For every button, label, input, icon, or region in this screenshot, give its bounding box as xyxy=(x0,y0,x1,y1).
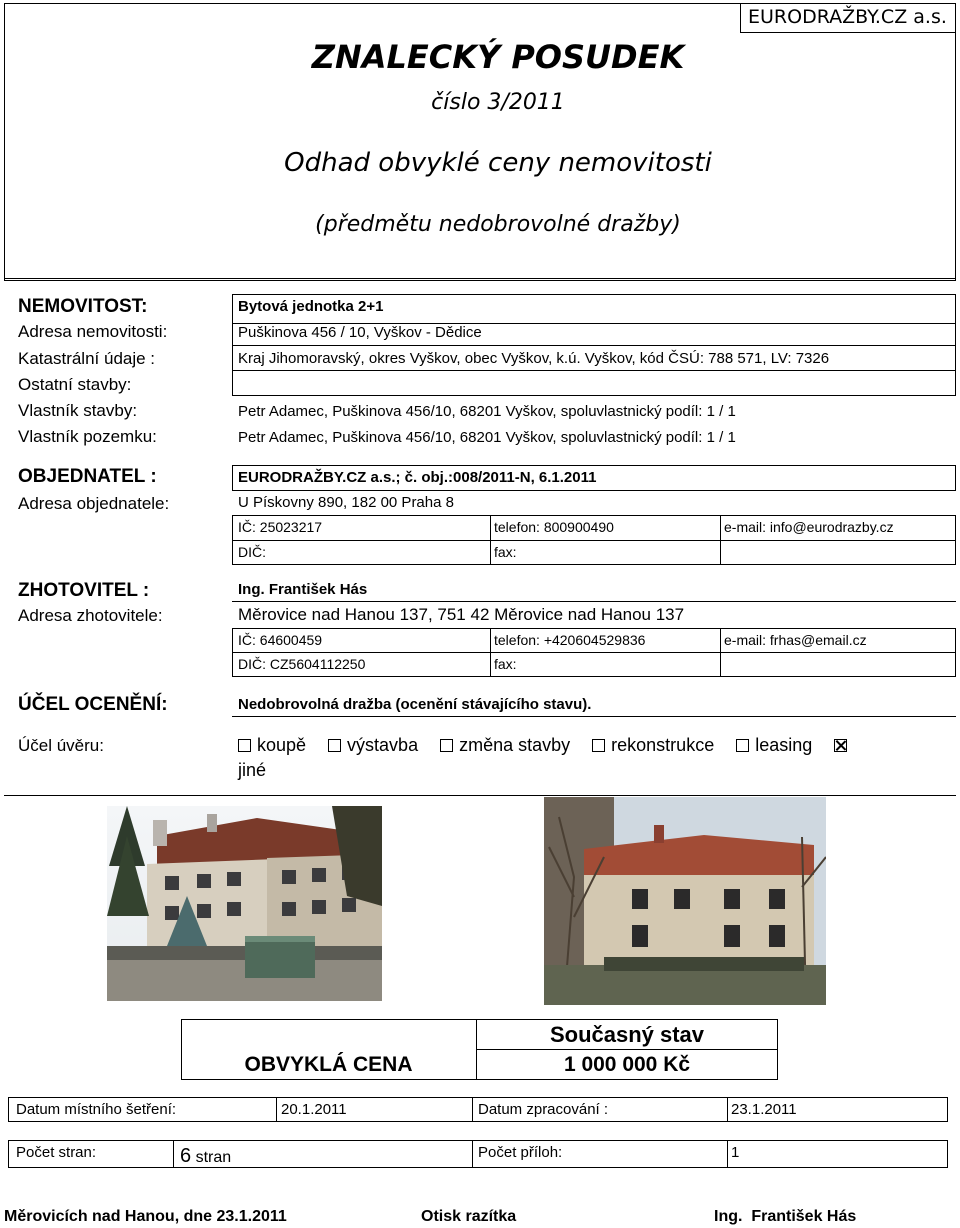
contractor-dic: DIČ: CZ5604112250 xyxy=(238,656,366,672)
contractor-name: Ing. František Hás xyxy=(238,581,368,598)
inspection-date-label: Datum místního šetření: xyxy=(16,1101,177,1118)
valuation-heading: ÚČEL OCENĚNÍ: xyxy=(18,694,168,715)
property-address: Puškinova 456 / 10, Vyškov - Dědice xyxy=(238,324,482,341)
document-title: ZNALECKÝ POSUDEK xyxy=(311,38,685,76)
checkbox-icon xyxy=(440,739,453,752)
price-label: OBVYKLÁ CENA xyxy=(244,1053,413,1076)
client-address: U Pískovny 890, 182 00 Praha 8 xyxy=(238,494,454,511)
client-address-label: Adresa objednatele: xyxy=(18,494,170,513)
pages-count-value: 6 stran xyxy=(180,1145,232,1167)
contractor-email: e-mail: frhas@email.cz xyxy=(724,632,867,648)
checkbox-icon xyxy=(328,739,341,752)
checkbox-icon xyxy=(592,739,605,752)
building-owner-label: Vlastník stavby: xyxy=(18,401,138,420)
price-value: 1 000 000 Kč xyxy=(563,1053,691,1076)
contractor-heading: ZHOTOVITEL : xyxy=(18,580,150,601)
option-leasing[interactable]: leasing xyxy=(736,735,812,755)
option-purchase[interactable]: koupě xyxy=(238,735,306,755)
attachments-count-label: Počet příloh: xyxy=(478,1144,563,1161)
contractor-ic: IČ: 64600459 xyxy=(238,632,323,648)
contractor-phone: telefon: +420604529836 xyxy=(494,632,646,648)
pages-count-label: Počet stran: xyxy=(16,1144,97,1161)
client-dic: DIČ: xyxy=(238,544,266,560)
land-owner-label: Vlastník pozemku: xyxy=(18,427,157,446)
loan-purpose-label: Účel úvěru: xyxy=(18,736,104,755)
loan-purpose-options xyxy=(238,735,853,756)
document-subtitle-2: (předmětu nedobrovolné dražby) xyxy=(315,212,681,237)
contractor-address-label: Adresa zhotovitele: xyxy=(18,606,163,625)
cadastral-value: Kraj Jihomoravský, okres Vyškov, obec Vyškov, k.ú. Vyškov, kód ČSÚ: 788 571, LV: 7326 xyxy=(238,350,830,367)
footer-stamp: Otisk razítka xyxy=(421,1208,517,1225)
option-modification[interactable]: změna stavby xyxy=(440,735,570,755)
inspection-date-value: 20.1.2011 xyxy=(281,1101,347,1118)
option-other-checkbox[interactable] xyxy=(834,735,853,755)
building-owner-value: Petr Adamec, Puškinova 456/10, 68201 Vyškov, spoluvlastnický podíl: 1 / 1 xyxy=(238,403,736,420)
client-fax: fax: xyxy=(494,544,517,560)
document-subtitle: Odhad obvyklé ceny nemovitosti xyxy=(284,148,712,178)
property-heading: NEMOVITOST: xyxy=(18,296,148,317)
document-number: číslo 3/2011 xyxy=(431,90,565,115)
processing-date-label: Datum zpracování : xyxy=(478,1101,609,1118)
processing-date-value: 23.1.2011 xyxy=(731,1101,797,1118)
footer-signature: Ing. František Hás xyxy=(714,1208,857,1225)
client-email: e-mail: info@eurodrazby.cz xyxy=(724,519,894,535)
attachments-count-value: 1 xyxy=(731,1144,740,1161)
contractor-address: Měrovice nad Hanou 137, 751 42 Měrovice nad Hanou 137 xyxy=(238,605,685,624)
client-ic: IČ: 25023217 xyxy=(238,519,323,535)
cadastral-label: Katastrální údaje : xyxy=(18,349,156,368)
building-photo-left xyxy=(107,806,382,1001)
option-other-label: jiné xyxy=(238,760,267,780)
land-owner-value: Petr Adamec, Puškinova 456/10, 68201 Vyškov, spoluvlastnický podíl: 1 / 1 xyxy=(238,429,736,446)
building-photo-right xyxy=(544,797,826,1005)
client-phone: telefon: 800900490 xyxy=(494,519,614,535)
contractor-fax: fax: xyxy=(494,656,517,672)
property-type: Bytová jednotka 2+1 xyxy=(238,298,384,315)
other-buildings-label: Ostatní stavby: xyxy=(18,375,132,394)
checkbox-icon xyxy=(736,739,749,752)
client-heading: OBJEDNATEL : xyxy=(18,466,157,487)
header-divider xyxy=(4,278,956,279)
property-address-label: Adresa nemovitosti: xyxy=(18,322,168,341)
option-reconstruction[interactable]: rekonstrukce xyxy=(592,735,714,755)
footer-place-date: Měrovicích nad Hanou, dne 23.1.2011 xyxy=(4,1208,287,1225)
price-state-header: Současný stav xyxy=(549,1022,705,1047)
option-construction[interactable]: výstavba xyxy=(328,735,418,755)
valuation-value: Nedobrovolná dražba (ocenění stávajícího stavu). xyxy=(238,696,592,713)
checked-checkbox-icon xyxy=(834,739,847,752)
client-order: EURODRAŽBY.CZ a.s.; č. obj.:008/2011-N, 6.1.2011 xyxy=(238,469,597,486)
checkbox-icon xyxy=(238,739,251,752)
company-tag: EURODRAŽBY.CZ a.s. xyxy=(748,6,947,28)
